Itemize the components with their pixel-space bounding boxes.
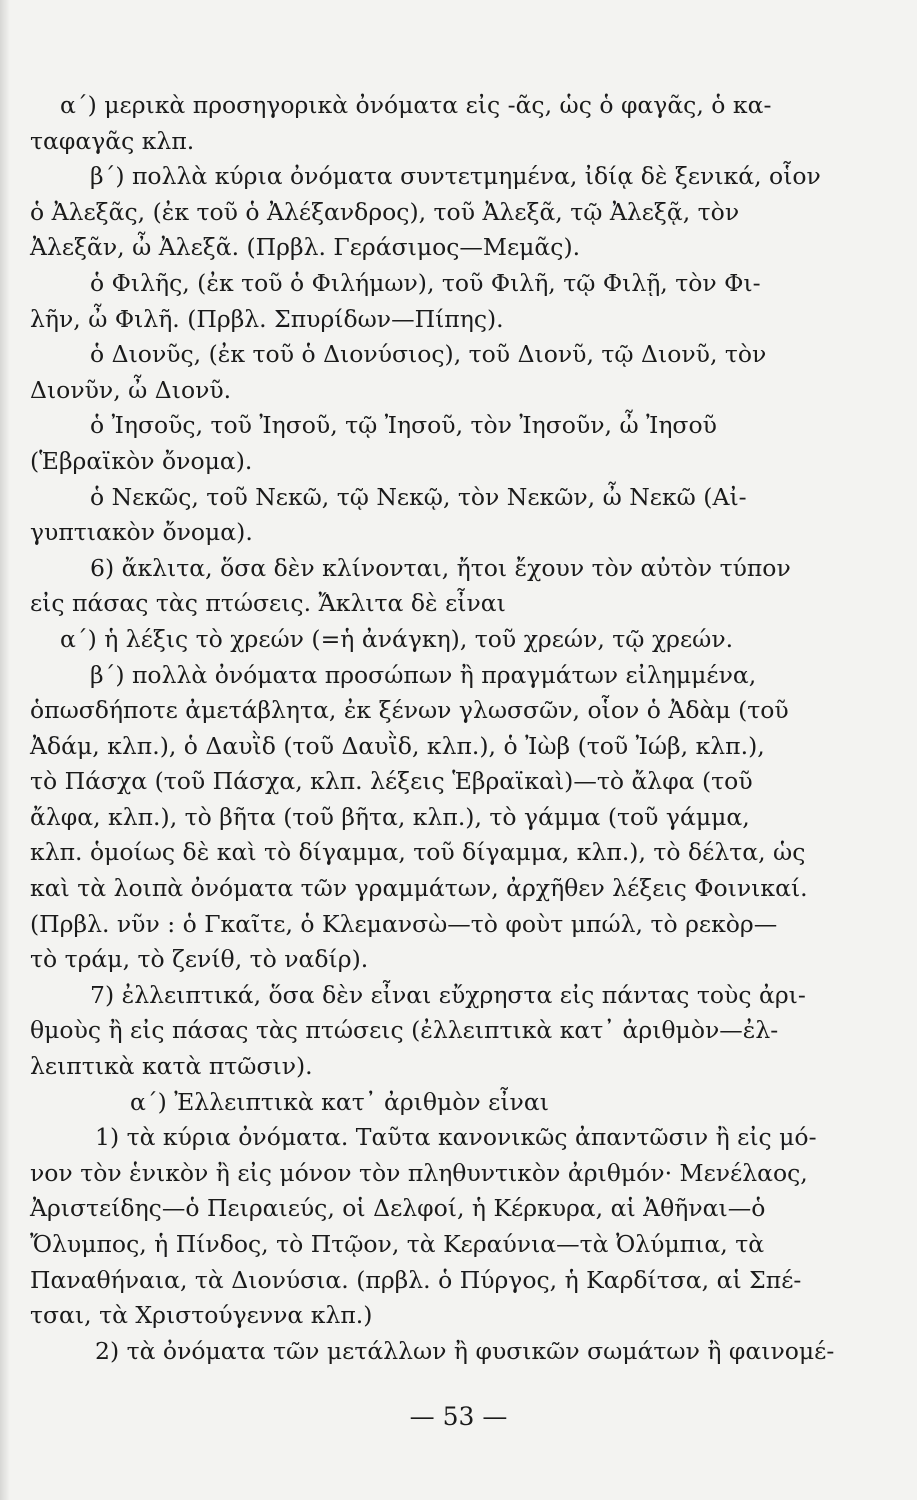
text-line: Ἀδάμ, κλπ.), ὁ Δαυῒδ (τοῦ Δαυῒδ, κλπ.), ὁ Ἰὼβ (τοῦ Ἰώβ, κλπ.),: [30, 731, 765, 760]
text-line: ὁ Ἀλεξᾶς, (ἐκ τοῦ ὁ Ἀλέξανδρος), τοῦ Ἀλεξᾶ, τῷ Ἀλεξᾷ, τὸν: [30, 197, 740, 226]
text-line: ὁ Διονῦς, (ἐκ τοῦ ὁ Διονύσιος), τοῦ Διονῦ, τῷ Διονῦ, τὸν: [90, 340, 767, 369]
text-line: εἰς πάσας τὰς πτώσεις. Ἄκλιτα δὲ εἶναι: [30, 589, 506, 618]
text-line: (Πρβλ. νῦν : ὁ Γκαῖτε, ὁ Κλεμανσὼ—τὸ φοὺτ μπώλ, τὸ ρεκὸρ—: [30, 909, 778, 938]
text-line: β΄) πολλὰ ὀνόματα προσώπων ἢ πραγμάτων εἰλημμένα,: [90, 660, 757, 689]
text-line: νον τὸν ἑνικὸν ἢ εἰς μόνον τὸν πληθυντικὸν ἀριθμόν· Μενέλαος,: [30, 1158, 808, 1187]
text-line: Παναθήναια, τὰ Διονύσια. (πρβλ. ὁ Πύργος, ἡ Καρδίτσα, αἱ Σπέ-: [30, 1265, 802, 1294]
page-number: — 53 —: [409, 1402, 508, 1431]
text-line: γυπτιακὸν ὄνομα).: [30, 518, 253, 547]
text-line: ὁπωσδήποτε ἀμετάβλητα, ἐκ ξένων γλωσσῶν, οἷον ὁ Ἀδὰμ (τοῦ: [30, 696, 789, 725]
text-line: ἄλφα, κλπ.), τὸ βῆτα (τοῦ βῆτα, κλπ.), τὸ γάμμα (τοῦ γάμμα,: [30, 802, 750, 831]
text-line: (Ἑβραϊκὸν ὄνομα).: [30, 446, 253, 475]
text-line: τὸ τράμ, τὸ ζενίθ, τὸ ναδίρ).: [30, 945, 369, 974]
text-line: κλπ. ὁμοίως δὲ καὶ τὸ δίγαμμα, τοῦ δίγαμμα, κλπ.), τὸ δέλτα, ὡς: [30, 838, 806, 867]
text-line: 2) τὰ ὀνόματα τῶν μετάλλων ἢ φυσικῶν σωμάτων ἢ φαινομέ-: [95, 1336, 835, 1365]
text-line: α΄) ἡ λέξις τὸ χρεών (=ἡ ἀνάγκη), τοῦ χρεών, τῷ χρεών.: [60, 624, 734, 653]
text-line: καὶ τὰ λοιπὰ ὀνόματα τῶν γραμμάτων, ἀρχῆθεν λέξεις Φοινικαί.: [30, 874, 808, 903]
text-line: α΄) Ἐλλειπτικὰ κατ᾽ ἀριθμὸν εἶναι: [130, 1087, 549, 1116]
text-line: 1) τὰ κύρια ὀνόματα. Ταῦτα κανονικῶς ἀπαντῶσιν ἢ εἰς μό-: [95, 1123, 817, 1152]
text-line: β΄) πολλὰ κύρια ὀνόματα συντετμημένα, ἰδίᾳ δὲ ξενικά, οἷον: [90, 162, 821, 191]
text-line: τὸ Πάσχα (τοῦ Πάσχα, κλπ. λέξεις Ἑβραϊκαὶ)—τὸ ἄλφα (τοῦ: [30, 767, 753, 796]
text-line: Ὄλυμπος, ἡ Πίνδος, τὸ Πτῷον, τὰ Κεραύνια—τὰ Ὀλύμπια, τὰ: [30, 1230, 765, 1258]
binding-shadow: [0, 0, 10, 1500]
text-line: λειπτικὰ κατὰ πτῶσιν).: [30, 1052, 313, 1081]
text-line: τσαι, τὰ Χριστούγεννα κλπ.): [30, 1301, 373, 1330]
text-line: 7) ἐλλειπτικά, ὅσα δὲν εἶναι εὔχρηστα εἰς πάντας τοὺς ἀρι-: [90, 980, 806, 1009]
text-line: λῆν, ὦ Φιλῆ. (Πρβλ. Σπυρίδων—Πίπης).: [30, 304, 504, 333]
text-line: ὁ Νεκῶς, τοῦ Νεκῶ, τῷ Νεκῷ, τὸν Νεκῶν, ὦ Νεκῶ (Αἰ-: [90, 482, 747, 511]
text-line: ὁ Ἰησοῦς, τοῦ Ἰησοῦ, τῷ Ἰησοῦ, τὸν Ἰησοῦν, ὦ Ἰησοῦ: [90, 411, 717, 440]
text-line: θμοὺς ἢ εἰς πάσας τὰς πτώσεις (ἐλλειπτικὰ κατ᾽ ἀριθμὸν—ἐλ-: [30, 1016, 779, 1045]
text-line: 6) ἄκλιτα, ὅσα δὲν κλίνονται, ἤτοι ἔχουν τὸν αὐτὸν τύπον: [90, 553, 791, 582]
text-line: Διονῦν, ὦ Διονῦ.: [30, 375, 232, 404]
text-line: Ἀλεξᾶν, ὦ Ἀλεξᾶ. (Πρβλ. Γεράσιμος—Μεμᾶς).: [30, 233, 581, 262]
text-line: ταφαγᾶς κλπ.: [30, 126, 195, 155]
text-line: α΄) μερικὰ προσηγορικὰ ὀνόματα εἰς -ᾶς, ὡς ὁ φαγᾶς, ὁ κα-: [60, 91, 772, 119]
body-text: [30, 88, 835, 1369]
text-line: ὁ Φιλῆς, (ἐκ τοῦ ὁ Φιλήμων), τοῦ Φιλῆ, τῷ Φιλῇ, τὸν Φι-: [90, 268, 761, 297]
text-line: Ἀριστείδης—ὁ Πειραιεύς, οἱ Δελφοί, ἡ Κέρκυρα, αἱ Ἀθῆναι—ὁ: [30, 1194, 766, 1223]
